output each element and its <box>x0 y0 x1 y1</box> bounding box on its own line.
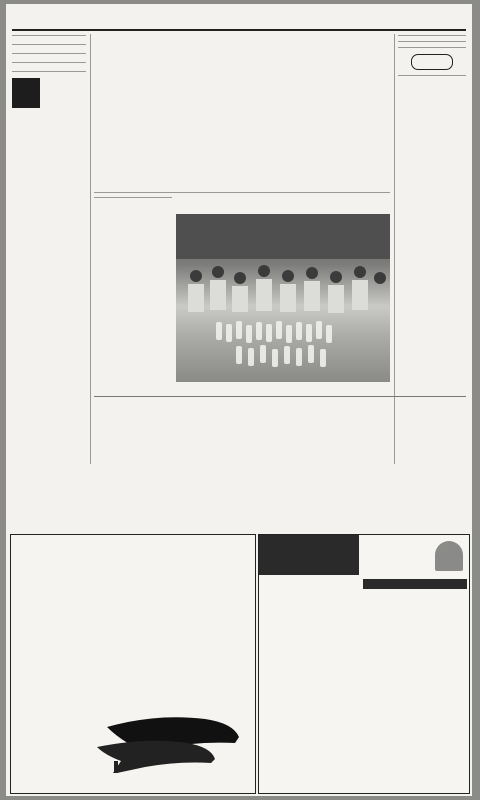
divider <box>398 41 466 42</box>
divider <box>94 197 172 198</box>
newspaper-page <box>6 4 472 796</box>
fedex-worker-photo <box>435 541 463 571</box>
storm-photo <box>176 214 390 382</box>
crowd-illustration <box>176 214 390 382</box>
in-brief <box>94 196 172 201</box>
divider <box>94 192 390 193</box>
divider <box>12 44 86 45</box>
divider <box>398 75 466 76</box>
left-column <box>12 34 86 108</box>
column-divider <box>90 34 91 464</box>
fedex-ad-header <box>259 535 359 575</box>
divider <box>12 71 86 72</box>
divider <box>398 47 466 48</box>
divider <box>12 53 86 54</box>
kjhk-block <box>12 78 86 108</box>
divider <box>12 35 86 36</box>
ku-info-logo <box>411 54 453 70</box>
high-heel-shoes-icon <box>87 703 255 773</box>
masthead-rule <box>12 29 466 31</box>
handlers-banner <box>363 579 467 589</box>
divider <box>94 396 466 397</box>
kjhk-logo <box>12 78 40 108</box>
column-divider <box>394 34 395 464</box>
divider <box>12 62 86 63</box>
heels-ad <box>10 534 256 794</box>
divider <box>398 35 466 36</box>
fedex-ad <box>258 534 470 794</box>
right-column <box>398 34 466 78</box>
